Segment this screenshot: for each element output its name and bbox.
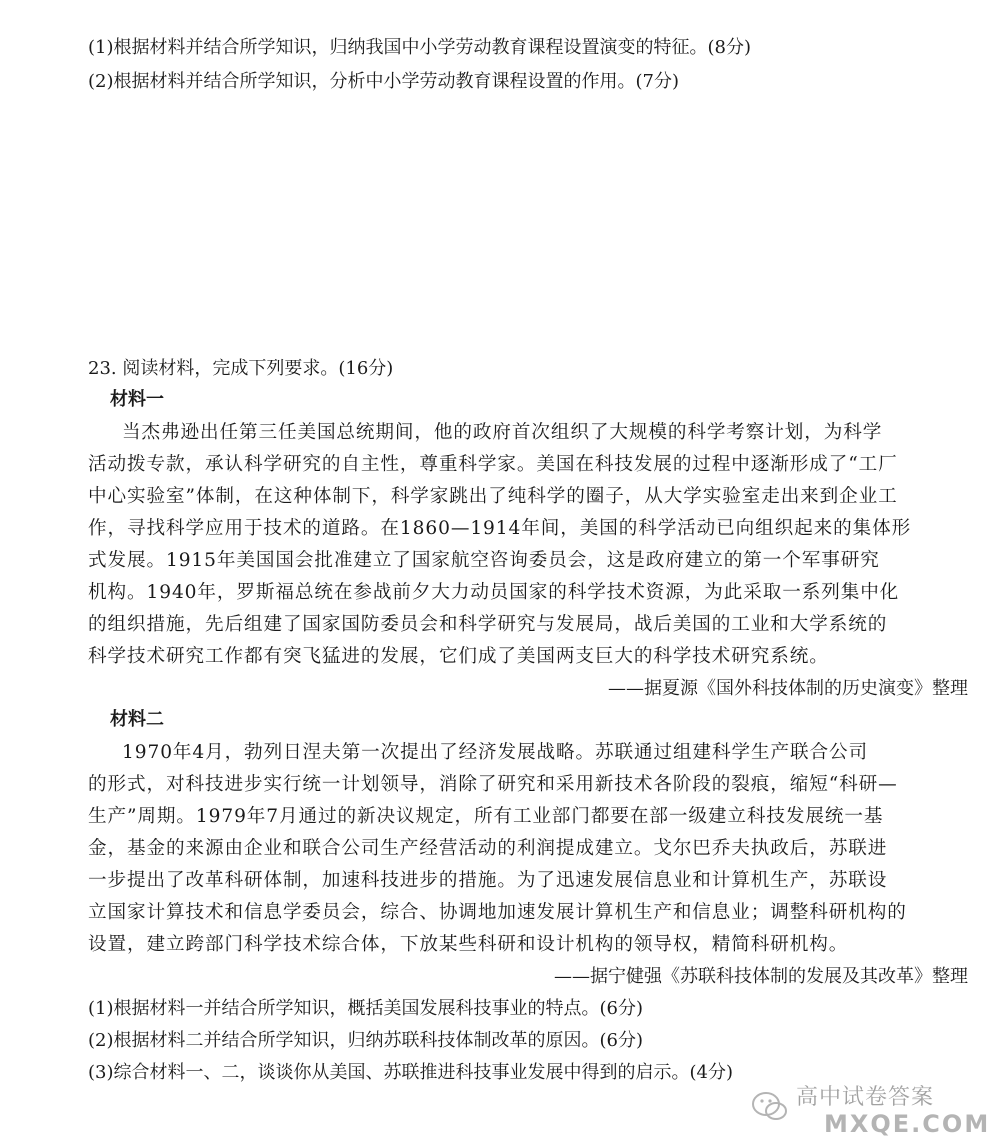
material-2-line: 设置，建立跨部门科学技术综合体，下放某些科研和设计机构的领导权，精简科研机构。 — [88, 934, 849, 955]
question-23-item-3: (3)综合材料一、二，谈谈你从美国、苏联推进科技事业发展中得到的启示。(4分) — [88, 1062, 733, 1083]
material-2-line: 立国家计算技术和信息学委员会，综合、协调地加速发展计算机生产和信息业；调整科研机构的 — [88, 902, 907, 923]
material-1-line: 科学技术研究工作都有突飞猛进的发展，它们成了美国两支巨大的科学技术研究系统。 — [88, 646, 829, 667]
material-2-source: ——据宁健强《苏联科技体制的发展及其改革》整理 — [554, 966, 968, 987]
material-1-line: 当杰弗逊出任第三任美国总统期间，他的政府首次组织了大规模的科学考察计划，为科学 — [122, 422, 883, 443]
material-1-line: 机构。1940年，罗斯福总统在参战前夕大力动员国家的科学技术资源，为此采取一系列集中化 — [88, 582, 900, 603]
wechat-icon — [750, 1086, 790, 1126]
material-2-line: 1970年4月，勃列日涅夫第一次提出了经济发展战略。苏联通过组建科学生产联合公司 — [122, 742, 868, 763]
watermark-url: MXQE.COM — [824, 1110, 991, 1138]
watermark-text: 高中试卷答案 — [796, 1085, 935, 1110]
material-2-line: 的形式，对科技进步实行统一计划领导，消除了研究和采用新技术各阶段的裂痕，缩短“科研— — [88, 774, 898, 795]
material-1-line: 式发展。1915年美国国会批准建立了国家航空咨询委员会，这是政府建立的第一个军事研究 — [88, 550, 880, 571]
material-1-line: 作，寻找科学应用于技术的道路。在1860—1914年间，美国的科学活动已向组织起来的集体形 — [88, 518, 912, 539]
material-1-line: 中心实验室”体制，在这种体制下，科学家跳出了纯科学的圈子，从大学实验室走出来到企业工 — [88, 486, 898, 507]
material-2-line: 金，基金的来源由企业和联合公司生产经营活动的利润提成建立。戈尔巴乔夫执政后，苏联进 — [88, 838, 888, 859]
material-2-heading: 材料二 — [110, 709, 164, 730]
material-1-heading: 材料一 — [110, 389, 164, 410]
material-2-line: 一步提出了改革科研体制，加速科技进步的措施。为了迅速发展信息业和计算机生产，苏联设 — [88, 870, 888, 891]
material-1-line: 活动拨专款，承认科学研究的自主性，尊重科学家。美国在科技发展的过程中逐渐形成了“工厂 — [88, 454, 898, 475]
watermark — [750, 1080, 991, 1140]
question-23-item-2: (2)根据材料二并结合所学知识，归纳苏联科技体制改革的原因。(6分) — [88, 1030, 643, 1051]
question-23-item-1: (1)根据材料一并结合所学知识，概括美国发展科技事业的特点。(6分) — [88, 998, 643, 1019]
question-23-title: 23. 阅读材料，完成下列要求。(16分) — [88, 358, 394, 379]
prev-question-item-1: (1)根据材料并结合所学知识，归纳我国中小学劳动教育课程设置演变的特征。(8分) — [88, 37, 751, 58]
material-1-source: ——据夏源《国外科技体制的历史演变》整理 — [608, 678, 968, 699]
material-2-line: 生产”周期。1979年7月通过的新决议规定，所有工业部门都要在部一级建立科技发展统一基 — [88, 806, 884, 827]
prev-question-item-2: (2)根据材料并结合所学知识，分析中小学劳动教育课程设置的作用。(7分) — [88, 71, 679, 92]
material-1-line: 的组织措施，先后组建了国家国防委员会和科学研究与发展局，战后美国的工业和大学系统的 — [88, 614, 888, 635]
